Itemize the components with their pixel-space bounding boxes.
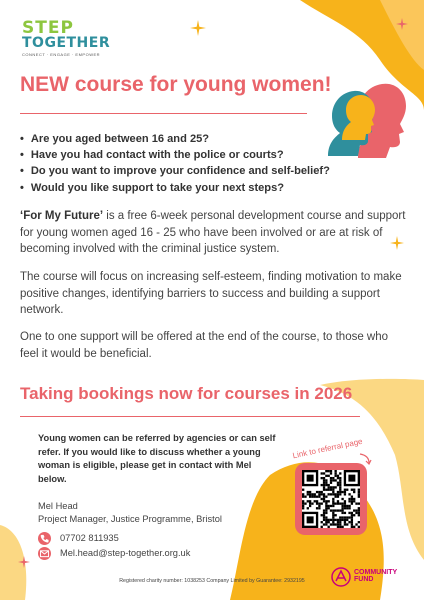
intro-paragraph [20, 208, 408, 258]
contact-role: Project Manager, Justice Programme, Bristol [38, 514, 222, 524]
contact-email[interactable]: Mel.head@step-together.org.uk [60, 548, 191, 558]
funder-logo-line-1: COMMUNITY [354, 569, 398, 576]
page-title: NEW course for young women! [20, 73, 332, 96]
email-icon [38, 547, 51, 560]
sparkle-icon [18, 556, 30, 568]
logo-line-2: TOGETHER [22, 35, 111, 51]
logo-line-1: STEP [22, 18, 74, 38]
course-name: ‘For My Future’ [20, 210, 104, 222]
community-fund-logo [330, 566, 402, 590]
referral-qr-code[interactable] [302, 470, 360, 528]
eligibility-questions [20, 131, 330, 196]
bookings-heading: Taking bookings now for courses in 2026 [20, 384, 353, 403]
sparkle-icon [396, 18, 408, 30]
intro-text: is a free 6-week personal development course and support for young women aged 16 - 25 who have been involved or are at risk of becoming involved with the criminal justice system. [20, 210, 406, 256]
step-together-logo [22, 20, 118, 58]
contact-phone[interactable]: 07702 811935 [60, 533, 119, 543]
women-silhouettes-illustration [320, 70, 412, 162]
qr-label: Link to referral page [291, 436, 364, 461]
list-item: • Have you had contact with the police or courts? [20, 147, 330, 163]
lottery-hand-icon [330, 566, 352, 588]
logo-tagline: CONNECT · ENGAGE · EMPOWER [22, 52, 101, 57]
contact-name: Mel Head [38, 501, 78, 511]
list-item: • Do you want to improve your confidence and self-belief? [20, 163, 330, 179]
referral-text: Young women can be referred by agencies or can self refer. If you would like to discuss whether a young woman is eligible, please get in contact with Mel below. [38, 433, 276, 484]
bookings-divider [20, 416, 360, 417]
list-item: • Would you like support to take your next steps? [20, 180, 330, 196]
funder-logo-line-2: FUND [354, 576, 374, 583]
title-divider [20, 113, 307, 114]
phone-icon [38, 532, 51, 545]
footer-registration: Registered charity number: 1038253 Company Limited by Guarantee: 2932195 [119, 578, 305, 584]
list-item: • Are you aged between 16 and 25? [20, 131, 330, 147]
focus-paragraph: The course will focus on increasing self-esteem, finding motivation to make positive changes, identifying barriers to success and building a support network. [20, 271, 402, 317]
support-paragraph: One to one support will be offered at the end of the course, to those who feel it would be beneficial. [20, 331, 389, 360]
sparkle-icon [190, 20, 206, 36]
